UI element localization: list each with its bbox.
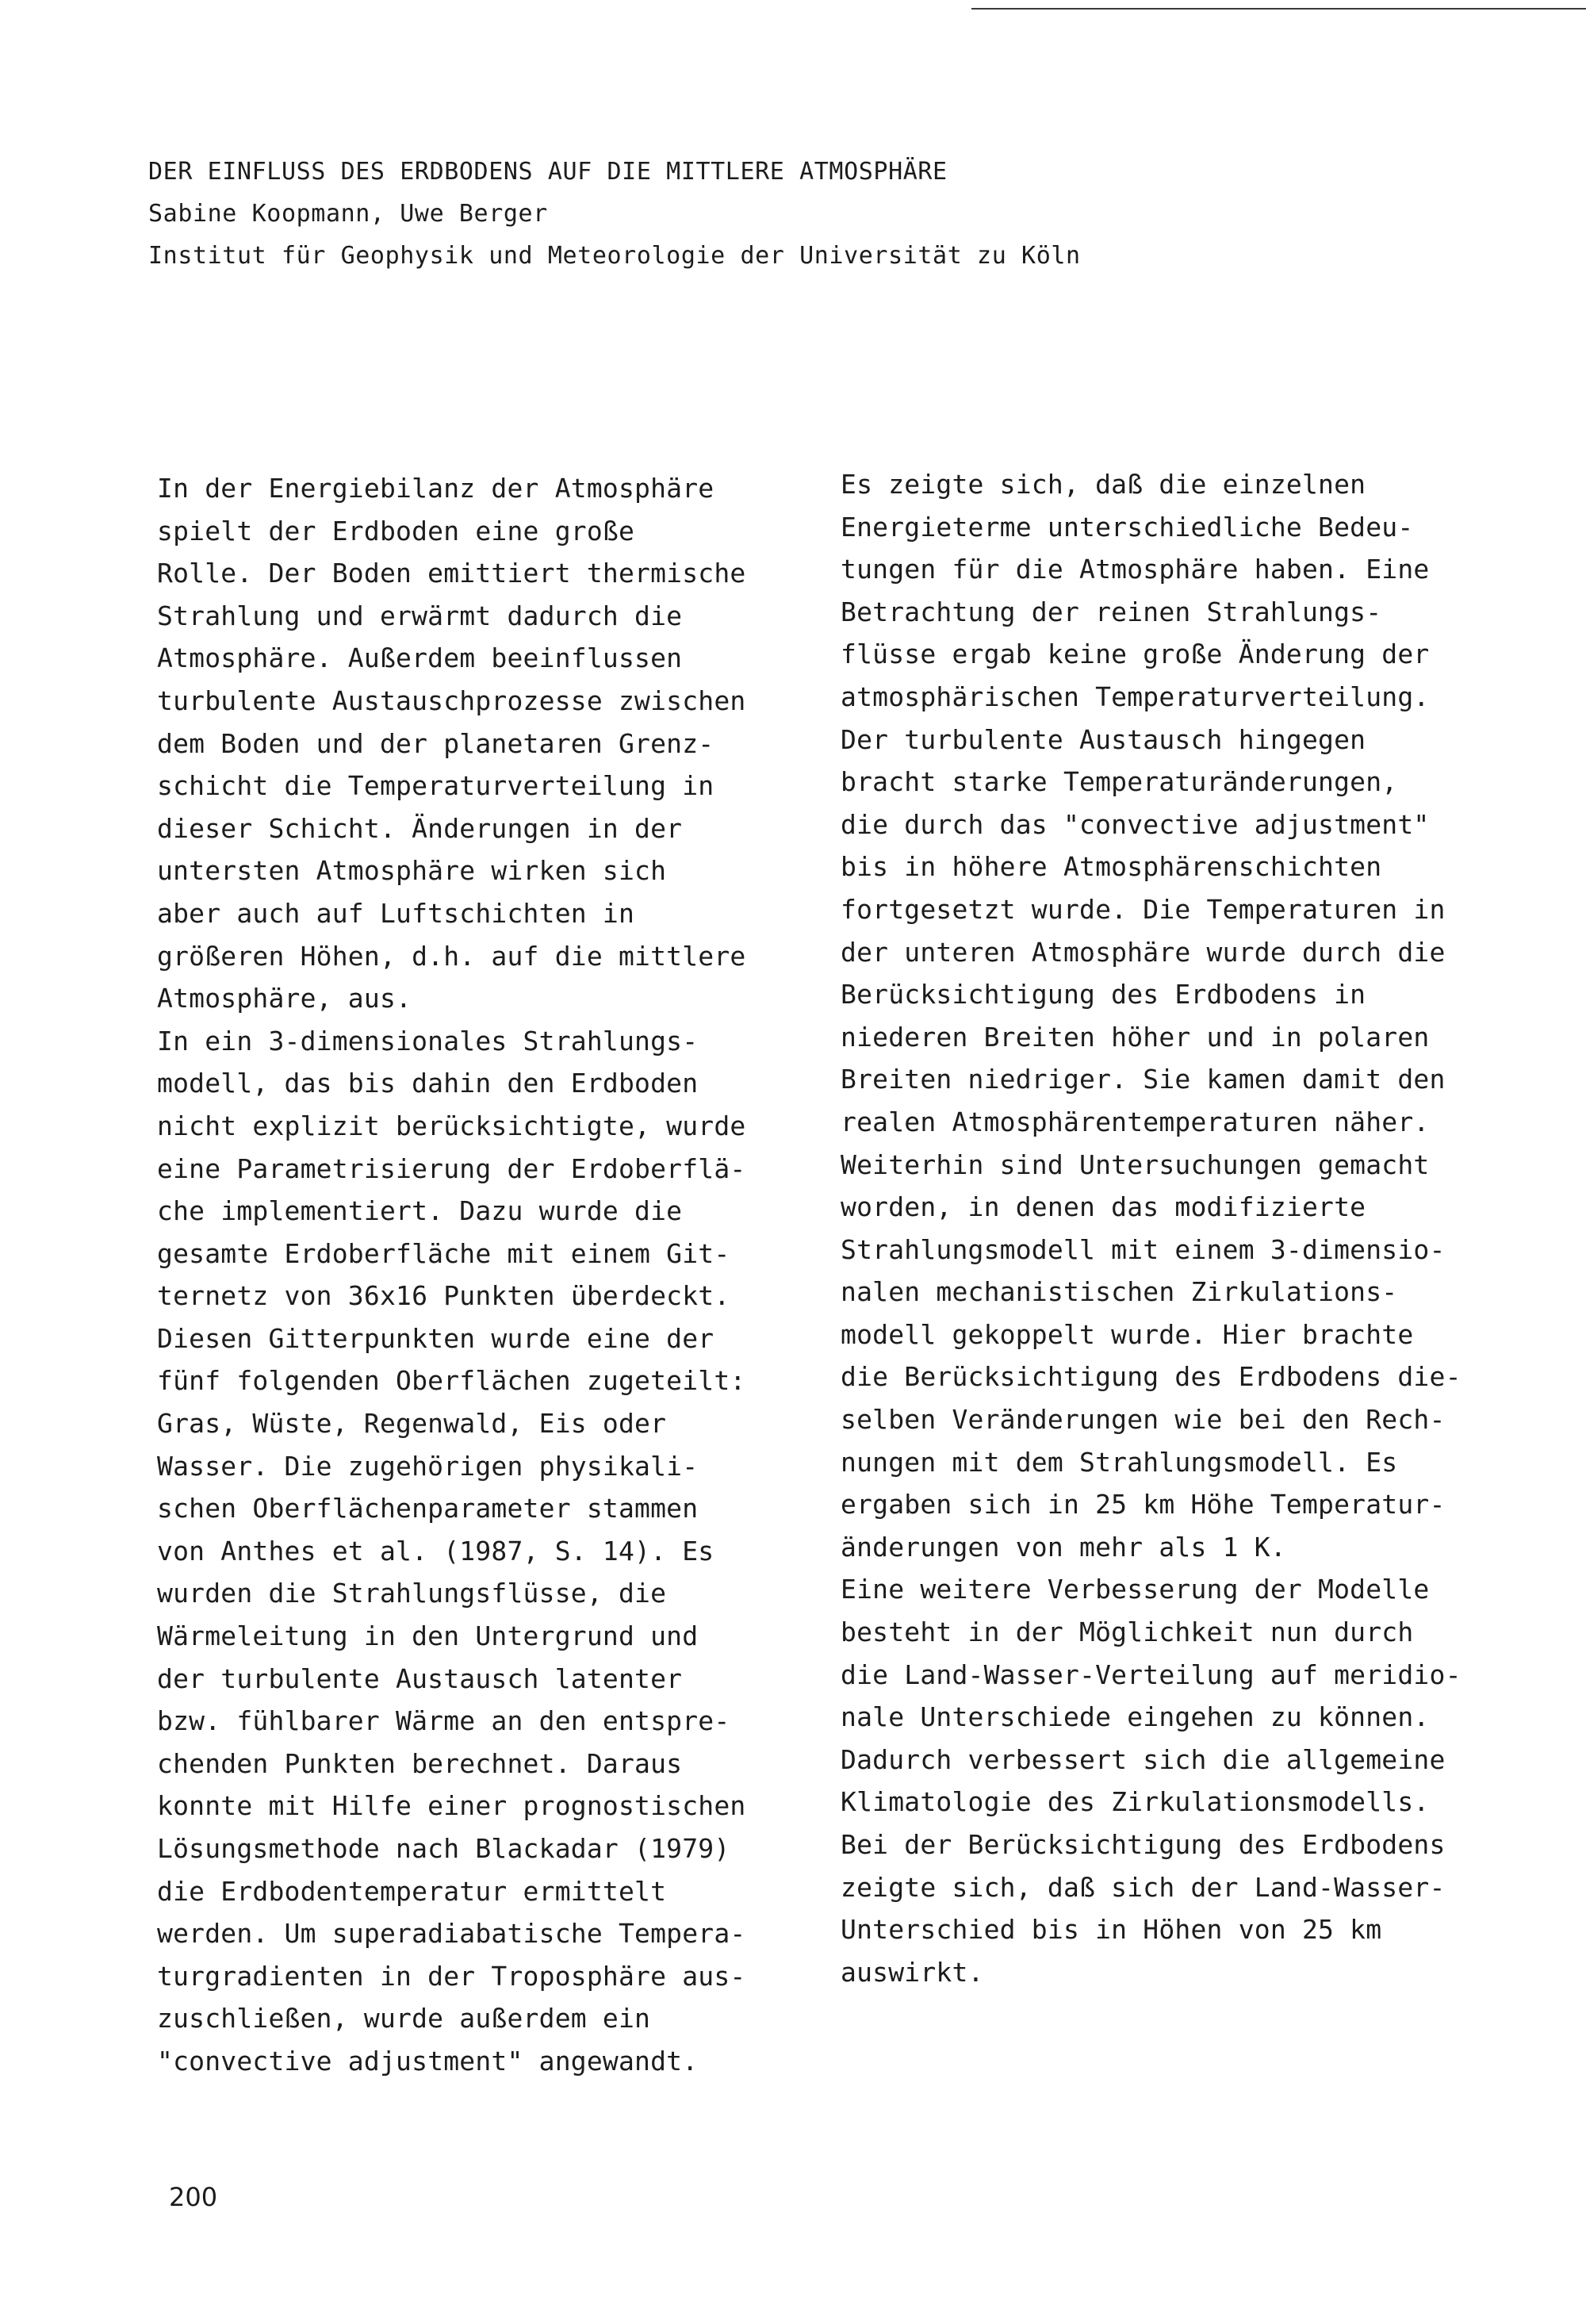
- text-line: turgradienten in der Troposphäre aus-: [157, 1960, 746, 1992]
- text-line: Unterschied bis in Höhen von 25 km: [841, 1914, 1382, 1946]
- text-line: tungen für die Atmosphäre haben. Eine: [841, 554, 1430, 585]
- text-line: bzw. fühlbarer Wärme an den entspre-: [157, 1705, 730, 1737]
- text-line: flüsse ergab keine große Änderung der: [841, 639, 1430, 670]
- text-line: nungen mit dem Strahlungsmodell. Es: [841, 1446, 1398, 1478]
- text-line: die Erdbodentemperatur ermittelt: [157, 1875, 667, 1907]
- text-line: Lösungsmethode nach Blackadar (1979): [157, 1833, 730, 1864]
- text-line: modell, das bis dahin den Erdboden: [157, 1068, 699, 1099]
- text-line: untersten Atmosphäre wirken sich: [157, 855, 667, 887]
- text-line: Strahlung und erwärmt dadurch die: [157, 600, 683, 631]
- text-line: auswirkt.: [841, 1956, 984, 1988]
- text-line: nalen mechanistischen Zirkulations-: [841, 1276, 1398, 1308]
- text-line: besteht in der Möglichkeit nun durch: [841, 1616, 1414, 1648]
- text-line: der unteren Atmosphäre wurde durch die: [841, 936, 1446, 968]
- text-line: worden, in denen das modifizierte: [841, 1191, 1366, 1223]
- top-rule: [971, 8, 1586, 10]
- article-title: DER EINFLUSS DES ERDBODENS AUF DIE MITTLERE ATMOSPHÄRE: [148, 158, 948, 186]
- text-line: chenden Punkten berechnet. Daraus: [157, 1747, 683, 1779]
- text-line: aber auch auf Luftschichten in: [157, 897, 635, 929]
- text-line: fünf folgenden Oberflächen zugeteilt:: [157, 1365, 746, 1397]
- left-text-column: [157, 467, 831, 2083]
- text-line: gesamte Erdoberfläche mit einem Git-: [157, 1237, 730, 1269]
- text-line: turbulente Austauschprozesse zwischen: [157, 685, 746, 716]
- text-line: zeigte sich, daß sich der Land-Wasser-: [841, 1871, 1446, 1903]
- text-line: Klimatologie des Zirkulationsmodells.: [841, 1786, 1430, 1818]
- text-line: die Land-Wasser-Verteilung auf meridio-: [841, 1659, 1461, 1690]
- text-line: Wärmeleitung in den Untergrund und: [157, 1620, 699, 1652]
- text-line: Atmosphäre. Außerdem beeinflussen: [157, 642, 683, 674]
- text-line: zuschließen, wurde außerdem ein: [157, 2003, 651, 2034]
- text-line: Rolle. Der Boden emittiert thermische: [157, 558, 746, 589]
- text-line: modell gekoppelt wurde. Hier brachte: [841, 1318, 1414, 1350]
- text-line: Wasser. Die zugehörigen physikali-: [157, 1450, 699, 1482]
- text-line: Weiterhin sind Untersuchungen gemacht: [841, 1149, 1430, 1180]
- text-line: ergaben sich in 25 km Höhe Temperatur-: [841, 1489, 1446, 1521]
- text-line: bis in höhere Atmosphärenschichten: [841, 851, 1382, 883]
- text-line: die Berücksichtigung des Erdbodens die-: [841, 1361, 1461, 1393]
- article-header: [148, 151, 1081, 277]
- text-line: wurden die Strahlungsflüsse, die: [157, 1578, 667, 1609]
- text-line: änderungen von mehr als 1 K.: [841, 1531, 1286, 1563]
- text-line: Energieterme unterschiedliche Bedeu-: [841, 511, 1414, 543]
- text-line: Diesen Gitterpunkten wurde eine der: [157, 1322, 714, 1354]
- text-line: Eine weitere Verbesserung der Modelle: [841, 1574, 1430, 1605]
- text-line: schen Oberflächenparameter stammen: [157, 1493, 699, 1524]
- text-line: niederen Breiten höher und in polaren: [841, 1021, 1430, 1053]
- text-line: "convective adjustment" angewandt.: [157, 2045, 699, 2077]
- text-line: größeren Höhen, d.h. auf die mittlere: [157, 940, 746, 972]
- text-line: Berücksichtigung des Erdbodens in: [841, 979, 1366, 1011]
- page-number: 200: [169, 2182, 218, 2212]
- text-line: In der Energiebilanz der Atmosphäre: [157, 473, 714, 504]
- text-line: spielt der Erdboden eine große: [157, 515, 635, 546]
- text-line: Betrachtung der reinen Strahlungs-: [841, 596, 1382, 627]
- text-line: nale Unterschiede eingehen zu können.: [841, 1701, 1430, 1733]
- text-line: der turbulente Austausch latenter: [157, 1662, 683, 1694]
- text-line: ternetz von 36x16 Punkten überdeckt.: [157, 1280, 730, 1312]
- text-line: Dadurch verbessert sich die allgemeine: [841, 1743, 1446, 1775]
- text-line: konnte mit Hilfe einer prognostischen: [157, 1790, 746, 1822]
- text-line: Breiten niedriger. Sie kamen damit den: [841, 1064, 1446, 1095]
- text-line: Strahlungsmodell mit einem 3-dimensio-: [841, 1233, 1446, 1265]
- text-line: selben Veränderungen wie bei den Rech-: [841, 1404, 1446, 1436]
- text-line: Bei der Berücksichtigung des Erdbodens: [841, 1829, 1446, 1860]
- text-line: realen Atmosphärentemperaturen näher.: [841, 1106, 1430, 1137]
- text-line: werden. Um superadiabatische Tempera-: [157, 1918, 746, 1950]
- text-line: fortgesetzt wurde. Die Temperaturen in: [841, 893, 1446, 925]
- text-line: Es zeigte sich, daß die einzelnen: [841, 469, 1366, 500]
- text-line: Gras, Wüste, Regenwald, Eis oder: [157, 1408, 667, 1440]
- text-line: Atmosphäre, aus.: [157, 983, 412, 1014]
- text-line: eine Parametrisierung der Erdoberflä-: [157, 1152, 746, 1184]
- text-line: nicht explizit berücksichtigte, wurde: [157, 1110, 746, 1141]
- text-line: dem Boden und der planetaren Grenz-: [157, 727, 714, 759]
- text-line: dieser Schicht. Änderungen in der: [157, 812, 683, 844]
- text-line: In ein 3-dimensionales Strahlungs-: [157, 1025, 699, 1057]
- text-line: schicht die Temperaturverteilung in: [157, 770, 714, 802]
- article-institution: Institut für Geophysik und Meteorologie der Universität zu Köln: [148, 242, 1081, 270]
- right-text-column: [841, 463, 1515, 1993]
- text-line: von Anthes et al. (1987, S. 14). Es: [157, 1535, 714, 1567]
- text-line: die durch das "convective adjustment": [841, 808, 1430, 840]
- text-line: che implementiert. Dazu wurde die: [157, 1195, 683, 1227]
- text-line: Der turbulente Austausch hingegen: [841, 723, 1366, 755]
- text-line: atmosphärischen Temperaturverteilung.: [841, 681, 1430, 712]
- article-authors: Sabine Koopmann, Uwe Berger: [148, 200, 548, 228]
- text-line: bracht starke Temperaturänderungen,: [841, 766, 1398, 798]
